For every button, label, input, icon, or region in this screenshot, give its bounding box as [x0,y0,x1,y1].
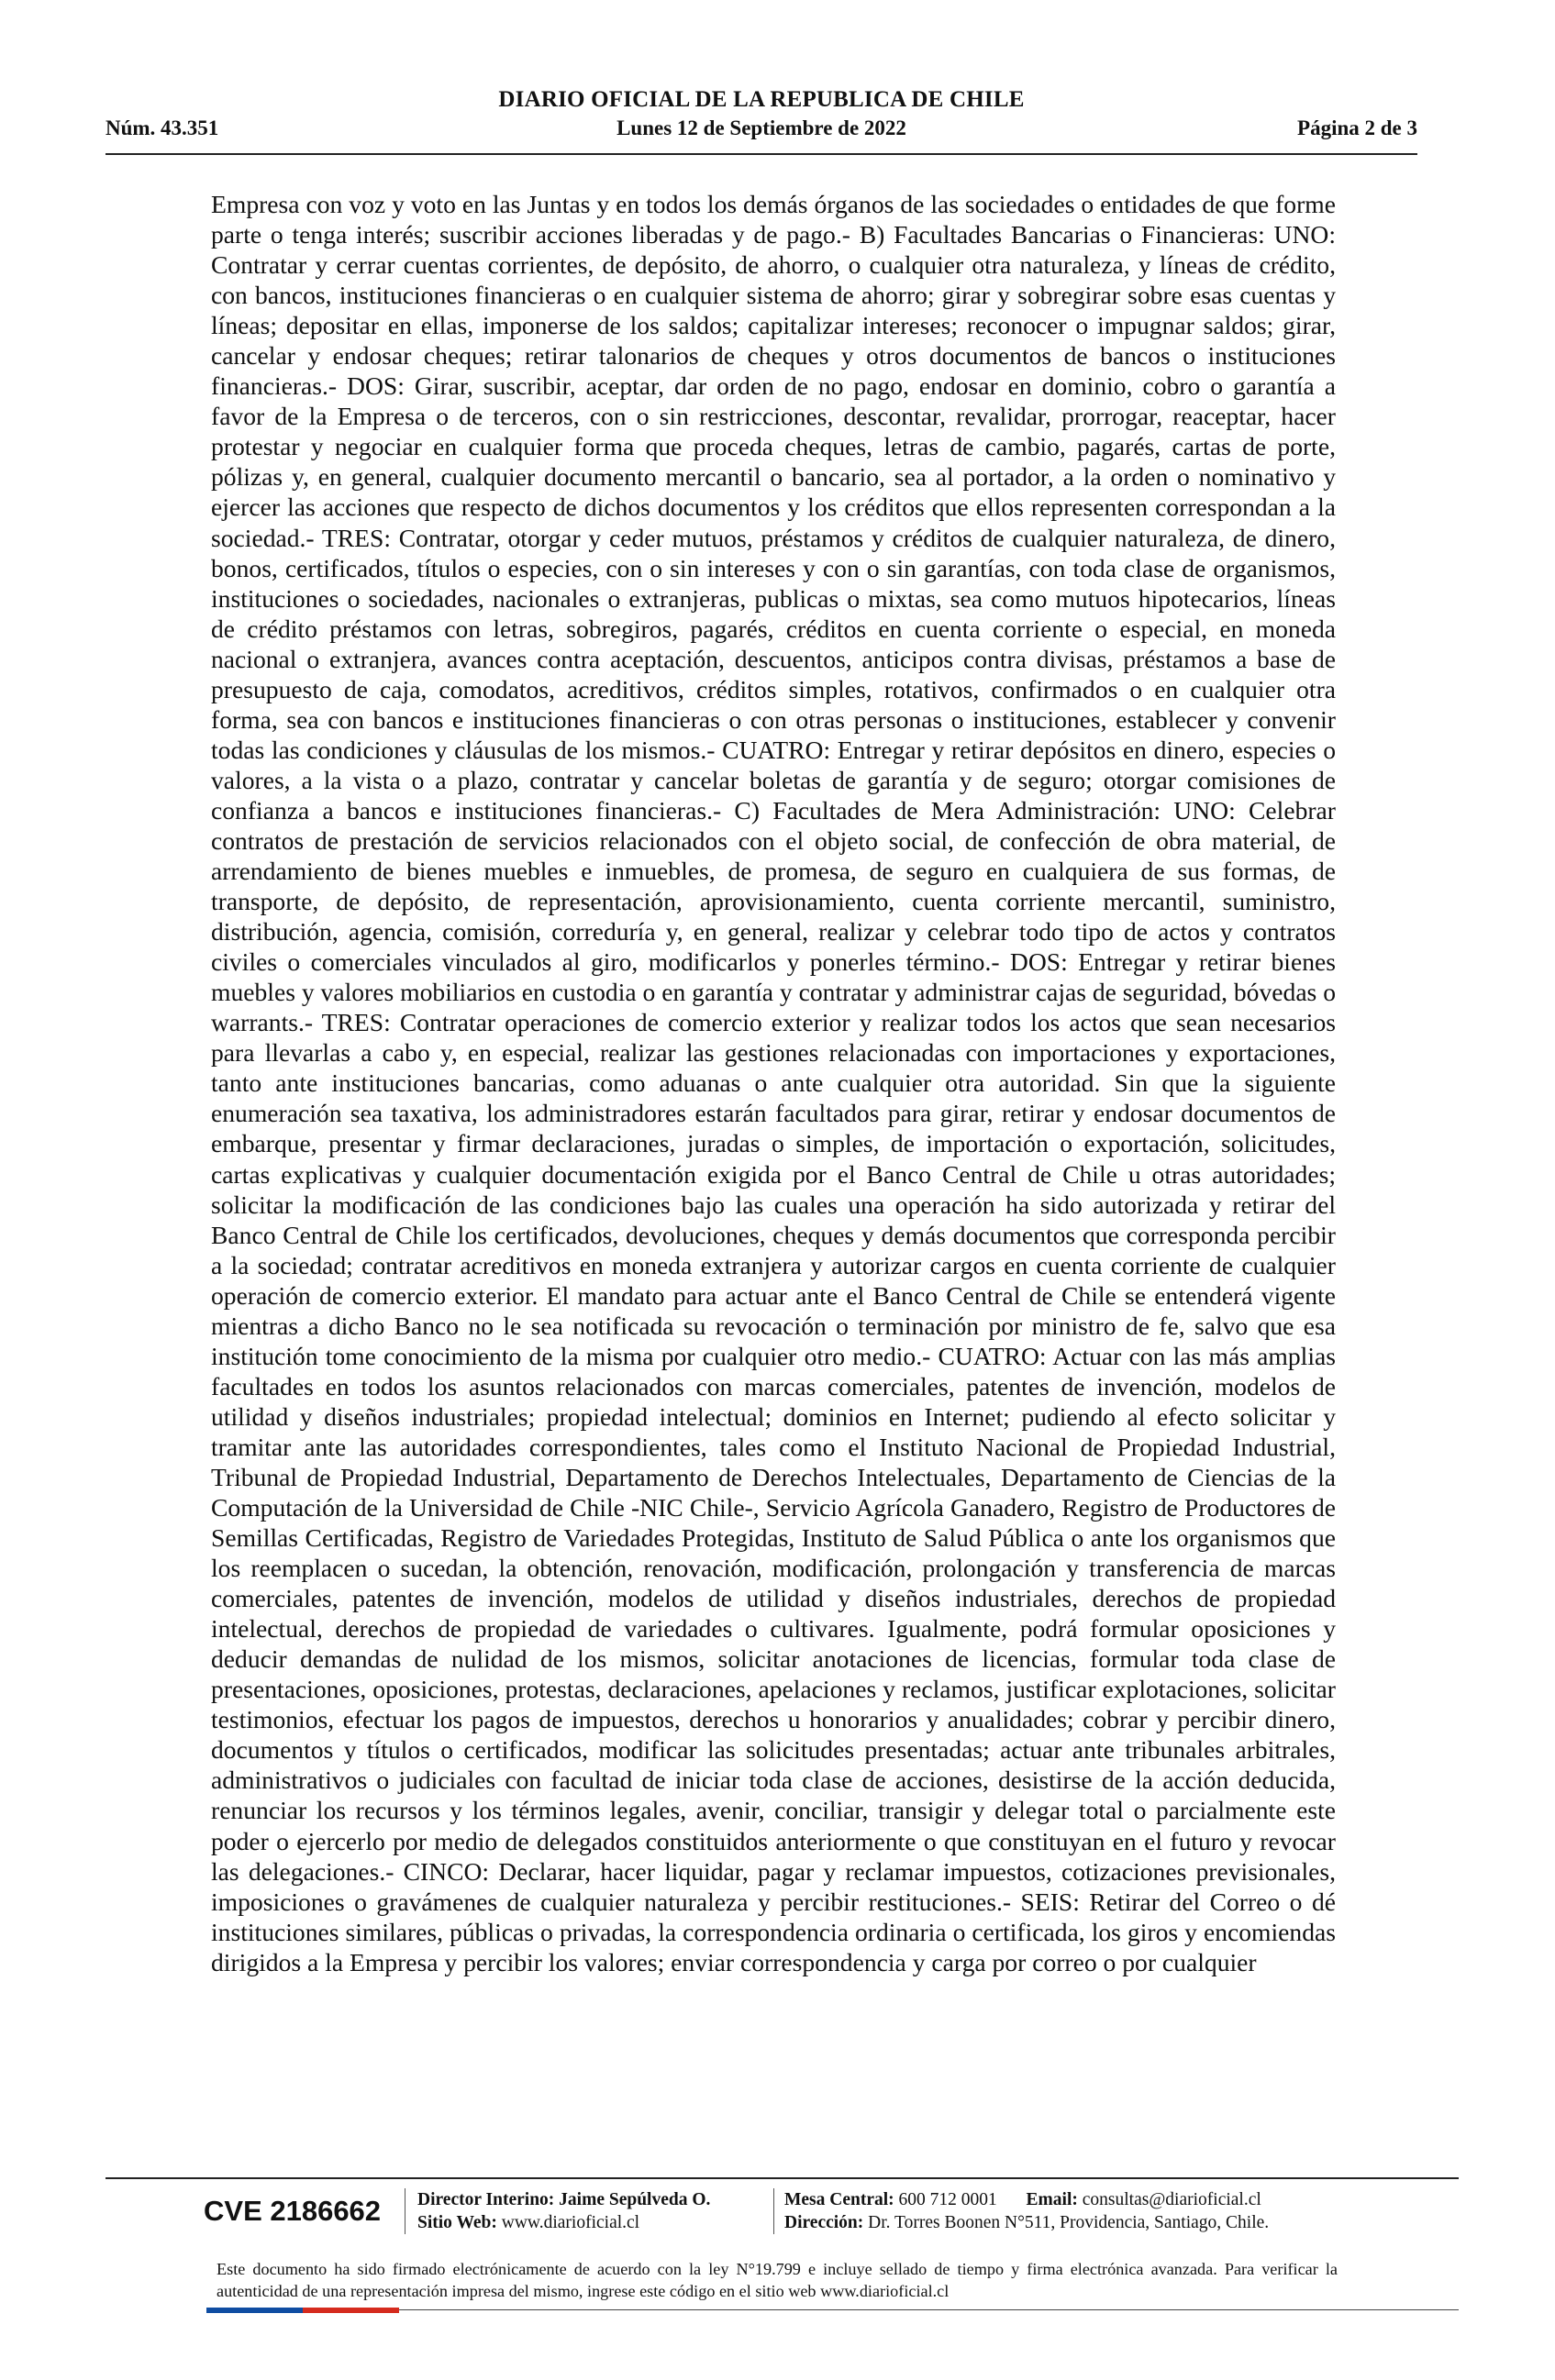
footer-contact-block [784,2188,1269,2234]
address-line [784,2211,1269,2234]
flag-stripe-segment [206,2308,255,2313]
director-name: Jaime Sepúlveda O. [559,2190,711,2209]
footer-divider [106,2177,1459,2179]
flag-stripe [206,2308,399,2313]
legal-notice: Este documento ha sido firmado electrónicamente de acuerdo con la ley N°19.799 e incluye sellado de tiempo y firma electrónica avanzada. Para verificar la autenticidad de una representación impresa del mismo, ingrese este código en el sitio web www.diarioficial.cl [217,2260,1338,2300]
address-value: Dr. Torres Boonen N°511, Providencia, Santiago, Chile. [868,2213,1270,2232]
flag-stripe-segment [255,2308,304,2313]
phone-label: Mesa Central: [784,2190,894,2209]
document-body: Empresa con voz y voto en las Juntas y en todos los demás órganos de las sociedades o entidades de que forme parte o tenga interés; suscribir acciones liberadas y de pago.- B) Facultades Bancarias o Financieras: UNO: Contratar y cerrar cuentas corrientes, de depósito, de ahorro, o cualquier otra naturaleza, y líneas de crédito, con bancos, instituciones financieras o en cualquier sistema de ahorro; girar y sobregirar sobre esas cuentas y líneas; depositar en ellas, imponerse de los saldos; capitalizar intereses; reconocer o impugnar saldos; girar, cancelar y endosar cheques; retirar talonarios de cheques y otros documentos de bancos o instituciones financieras.- DOS: Girar, suscribir, aceptar, dar orden de no pago, endosar en dominio, cobro o garantía a favor de la Empresa o de terceros, con o sin restricciones, descontar, revalidar, prorrogar, reaceptar, hacer protestar y negociar en cualquier forma que proceda cheques, letras de cambio, pagarés, cartas de porte, pólizas y, en general, cualquier documento mercantil o bancario, sea al portador, a la orden o nominativo y ejercer las acciones que respecto de dichos documentos y los créditos que ellos representen correspondan a la sociedad.- TRES: Contratar, otorgar y ceder mutuos, préstamos y créditos de cualquier naturaleza, de dinero, bonos, certificados, títulos o especies, con o sin intereses y con o sin garantías, con toda clase de organismos, instituciones o sociedades, nacionales o extranjeras, publicas o mixtas, sea como mutuos hipotecarios, líneas de crédito préstamos con letras, sobregiros, pagarés, créditos en cuenta corriente o especial, en moneda nacional o extranjera, avances contra aceptación, descuentos, anticipos contra divisas, préstamos a base de presupuesto de caja, comodatos, acreditivos, créditos simples, rotativos, confirmados o en cualquier otra forma, sea con bancos e instituciones financieras o con otras personas o instituciones, establecer y convenir todas las condiciones y cláusulas de los mismos.- CUATRO: Entregar y retirar depósitos en dinero, especies o valores, a la vista o a plazo, contratar y cancelar boletas de garantía y de seguro; otorgar comisiones de confianza a bancos e instituciones financieras.- C) Facultades de Mera Administración: UNO: Celebrar contratos de prestación de servicios relacionados con el objeto social, de confección de obra material, de arrendamiento de bienes muebles e inmuebles, de promesa, de seguro en cualquiera de sus formas, de transporte, de depósito, de representación, aprovisionamiento, cuenta corriente mercantil, suministro, distribución, agencia, comisión, correduría y, en general, realizar y celebrar todo tipo de actos y contratos civiles o comerciales vinculados al giro, modificarlos y ponerles término.- DOS: Entregar y retirar bienes muebles y valores mobiliarios en custodia o en garantía y contratar y administrar cajas de seguridad, bóvedas o warrants.- TRES: Contratar operaciones de comercio exterior y realizar todos los actos que sean necesarios para llevarlas a cabo y, en especial, realizar las gestiones relacionadas con importaciones y exportaciones, tanto ante instituciones bancarias, como aduanas o ante cualquier otra autoridad. Sin que la siguiente enumeración sea taxativa, los administradores estarán facultados para girar, retirar y endosar documentos de embarque, presentar y firmar declaraciones, juradas o simples, de importación o exportación, solicitudes, cartas explicativas y cualquier documentación exigida por el Banco Central de Chile u otras autoridades; solicitar la modificación de las condiciones bajo las cuales una operación ha sido autorizada y retirar del Banco Central de Chile los certificados, devoluciones, cheques y demás documentos que corresponda percibir a la sociedad; contratar acreditivos en moneda extranjera y autorizar cargos en cuenta corriente de cualquier operación de comercio exterior. El mandato para actuar ante el Banco Central de Chile se entenderá vigente mientras a dicho Banco no le sea notificada su revocación o terminación por ministro de fe, salvo que esa institución tome conocimiento de la misma por cualquier otro medio.- CUATRO: Actuar con las más amplias facultades en todos los asuntos relacionados con marcas comerciales, patentes de invención, modelos de utilidad y diseños industriales; propiedad intelectual; dominios en Internet; pudiendo al efecto solicitar y tramitar ante las autoridades correspondientes, tales como el Instituto Nacional de Propiedad Industrial, Tribunal de Propiedad Industrial, Departamento de Derechos Intelectuales, Departamento de Ciencias de la Computación de la Universidad de Chile -NIC Chile-, Servicio Agrícola Ganadero, Registro de Productores de Semillas Certificadas, Registro de Variedades Protegidas, Instituto de Salud Pública o ante los organismos que los reemplacen o sucedan, la obtención, renovación, modificación, prolongación y transferencia de marcas comerciales, patentes de invención, modelos de utilidad y diseños industriales, derechos de propiedad intelectual, derechos de propiedad de variedades o cultivares. Igualmente, podrá formular oposiciones y deducir demandas de nulidad de los mismos, solicitar anotaciones de licencias, formular toda clase de presentaciones, oposiciones, protestas, declaraciones, apelaciones y reclamos, justificar explotaciones, solicitar testimonios, efectuar los pagos de impuestos, derechos u honorarios y anualidades; cobrar y percibir dinero, documentos y títulos o certificados, modificar las solicitudes presentadas; actuar ante tribunales arbitrales, administrativos o judiciales con facultad de iniciar toda clase de acciones, desistirse de la acción deducida, renunciar los recursos y los términos legales, avenir, conciliar, transigir y delegar total o parcialmente este poder o ejercerlo por medio de delegados constituidos anteriormente o que constituyan en el futuro y revocar las delegaciones.- CINCO: Declarar, hacer liquidar, pagar y reclamar impuestos, cotizaciones previsionales, imposiciones o gravámenes de cualquier naturaleza y percibir restituciones.- SEIS: Retirar del Correo o dé instituciones similares, públicas o privadas, la correspondencia ordinaria o certificada, los giros y encomiendas dirigidos a la Empresa y percibir los valores; enviar correspondencia y carga por correo o por cualquier [211,190,1336,1976]
footer-separator [773,2188,774,2234]
issue-number: Núm. 43.351 [106,116,219,139]
page-header [106,87,1417,155]
page-indicator: Página 2 de 3 [1297,116,1417,139]
flag-stripe-segment [303,2308,351,2313]
issue-date: Lunes 12 de Septiembre de 2022 [616,116,906,139]
director-label: Director Interino: [417,2190,555,2209]
publication-title: DIARIO OFICIAL DE LA REPUBLICA DE CHILE [498,87,1025,112]
director-line [417,2188,710,2211]
website-label: Sitio Web: [417,2213,497,2232]
phone-value: 600 712 0001 [898,2190,997,2209]
email-link[interactable]: consultas@diarioficial.cl [1082,2190,1261,2209]
flag-stripe-segment [351,2308,400,2313]
email-label: Email: [1026,2190,1078,2209]
contact-line [784,2188,1269,2211]
website-link[interactable]: www.diarioficial.cl [501,2213,640,2232]
address-label: Dirección: [784,2213,864,2232]
website-line [417,2211,710,2234]
footer-director-block [417,2188,710,2234]
cve-code: CVE 2186662 [204,2195,382,2227]
